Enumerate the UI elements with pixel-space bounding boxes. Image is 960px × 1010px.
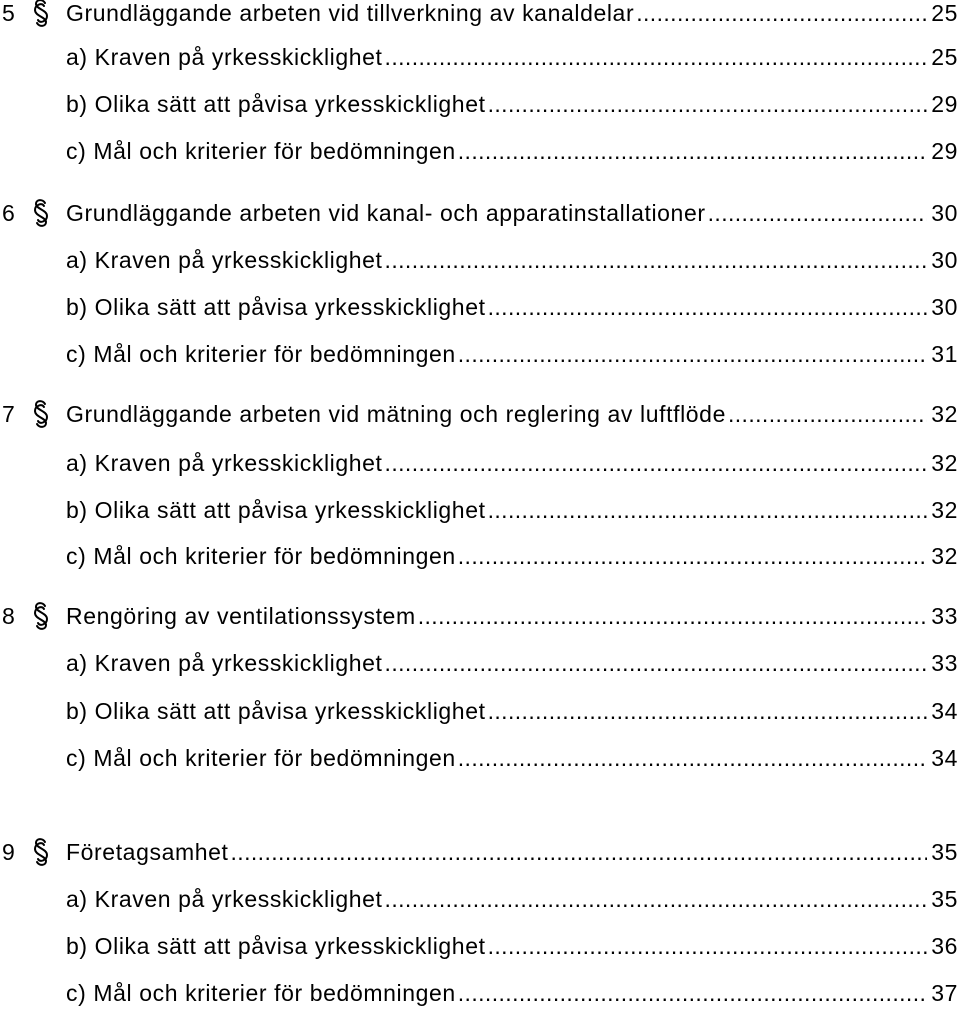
toc-item[interactable] <box>0 741 960 775</box>
leader-dots <box>488 929 928 963</box>
leader-dots <box>488 493 928 527</box>
leader-dots <box>728 397 927 431</box>
section-number: 8 <box>2 603 16 629</box>
toc-item[interactable] <box>0 539 960 573</box>
item-label: b) Olika sätt att påvisa yrkesskicklighet <box>66 933 486 959</box>
toc-item[interactable] <box>0 40 960 74</box>
item-label: c) Mål och kriterier för bedömningen <box>66 745 456 771</box>
page-number: 35 <box>931 839 958 865</box>
page-number: 25 <box>931 44 958 70</box>
page-number: 35 <box>931 886 958 912</box>
page-number: 29 <box>931 91 958 117</box>
section-sign-icon <box>26 196 66 230</box>
toc-item[interactable] <box>0 493 960 527</box>
toc-item[interactable] <box>0 446 960 480</box>
page-number: 29 <box>931 138 958 164</box>
section-title: Grundläggande arbeten vid mätning och reglering av luftflöde <box>66 401 726 427</box>
item-label: a) Kraven på yrkesskicklighet <box>66 44 383 70</box>
page-number: 37 <box>931 980 958 1006</box>
item-label: a) Kraven på yrkesskicklighet <box>66 650 383 676</box>
section-number: 5 <box>2 0 16 26</box>
item-label: a) Kraven på yrkesskicklighet <box>66 450 383 476</box>
toc-item[interactable] <box>0 134 960 168</box>
item-label: c) Mål och kriterier för bedömningen <box>66 543 456 569</box>
toc-item[interactable] <box>0 882 960 916</box>
item-label: a) Kraven på yrkesskicklighet <box>66 247 383 273</box>
page-number: 34 <box>931 745 958 771</box>
toc-section-7[interactable] <box>0 397 960 431</box>
toc-item[interactable] <box>0 976 960 1010</box>
section-title: Företagsamhet <box>66 839 229 865</box>
leader-dots <box>385 243 928 277</box>
leader-dots <box>488 694 928 728</box>
section-title: Grundläggande arbeten vid kanal- och apparatinstallationer <box>66 200 706 226</box>
page-number: 30 <box>931 294 958 320</box>
item-label: b) Olika sätt att påvisa yrkesskicklighet <box>66 91 486 117</box>
leader-dots <box>385 446 928 480</box>
leader-dots <box>385 40 928 74</box>
page-number: 33 <box>931 650 958 676</box>
leader-dots <box>458 539 927 573</box>
item-label: b) Olika sätt att påvisa yrkesskicklighet <box>66 294 486 320</box>
leader-dots <box>636 0 927 30</box>
leader-dots <box>708 196 928 230</box>
page-number: 33 <box>931 603 958 629</box>
toc-item[interactable] <box>0 337 960 371</box>
section-number: 9 <box>2 839 16 865</box>
page-number: 34 <box>931 698 958 724</box>
item-label: b) Olika sätt att påvisa yrkesskicklighet <box>66 698 486 724</box>
leader-dots <box>231 835 928 869</box>
page-number: 32 <box>931 497 958 523</box>
section-title: Grundläggande arbeten vid tillverkning av kanaldelar <box>66 0 635 26</box>
page-number: 25 <box>931 0 958 26</box>
toc-item[interactable] <box>0 694 960 728</box>
section-sign-icon <box>26 0 66 30</box>
leader-dots <box>458 134 927 168</box>
leader-dots <box>418 599 927 633</box>
page-number: 30 <box>931 247 958 273</box>
page-number: 32 <box>931 450 958 476</box>
toc-section-6[interactable] <box>0 196 960 230</box>
item-label: b) Olika sätt att påvisa yrkesskicklighet <box>66 497 486 523</box>
leader-dots <box>458 741 927 775</box>
section-number: 7 <box>2 401 16 427</box>
toc-item[interactable] <box>0 290 960 324</box>
leader-dots <box>458 337 927 371</box>
leader-dots <box>488 290 928 324</box>
item-label: c) Mål och kriterier för bedömningen <box>66 980 456 1006</box>
page-number: 36 <box>931 933 958 959</box>
item-label: c) Mål och kriterier för bedömningen <box>66 341 456 367</box>
page-number: 32 <box>931 401 958 427</box>
toc-item[interactable] <box>0 87 960 121</box>
leader-dots <box>458 976 927 1010</box>
toc-section-8[interactable] <box>0 599 960 633</box>
toc-item[interactable] <box>0 243 960 277</box>
toc-item[interactable] <box>0 646 960 680</box>
leader-dots <box>385 646 928 680</box>
toc-item[interactable] <box>0 929 960 963</box>
section-number: 6 <box>2 200 16 226</box>
page-number: 31 <box>931 341 958 367</box>
item-label: a) Kraven på yrkesskicklighet <box>66 886 383 912</box>
section-sign-icon <box>26 599 66 633</box>
section-sign-icon <box>26 835 66 869</box>
toc-section-9[interactable] <box>0 835 960 869</box>
section-sign-icon <box>26 397 66 431</box>
page-number: 30 <box>931 200 958 226</box>
page-number: 32 <box>931 543 958 569</box>
toc-section-5[interactable] <box>0 0 960 30</box>
leader-dots <box>385 882 928 916</box>
section-title: Rengöring av ventilationssystem <box>66 603 416 629</box>
leader-dots <box>488 87 928 121</box>
item-label: c) Mål och kriterier för bedömningen <box>66 138 456 164</box>
